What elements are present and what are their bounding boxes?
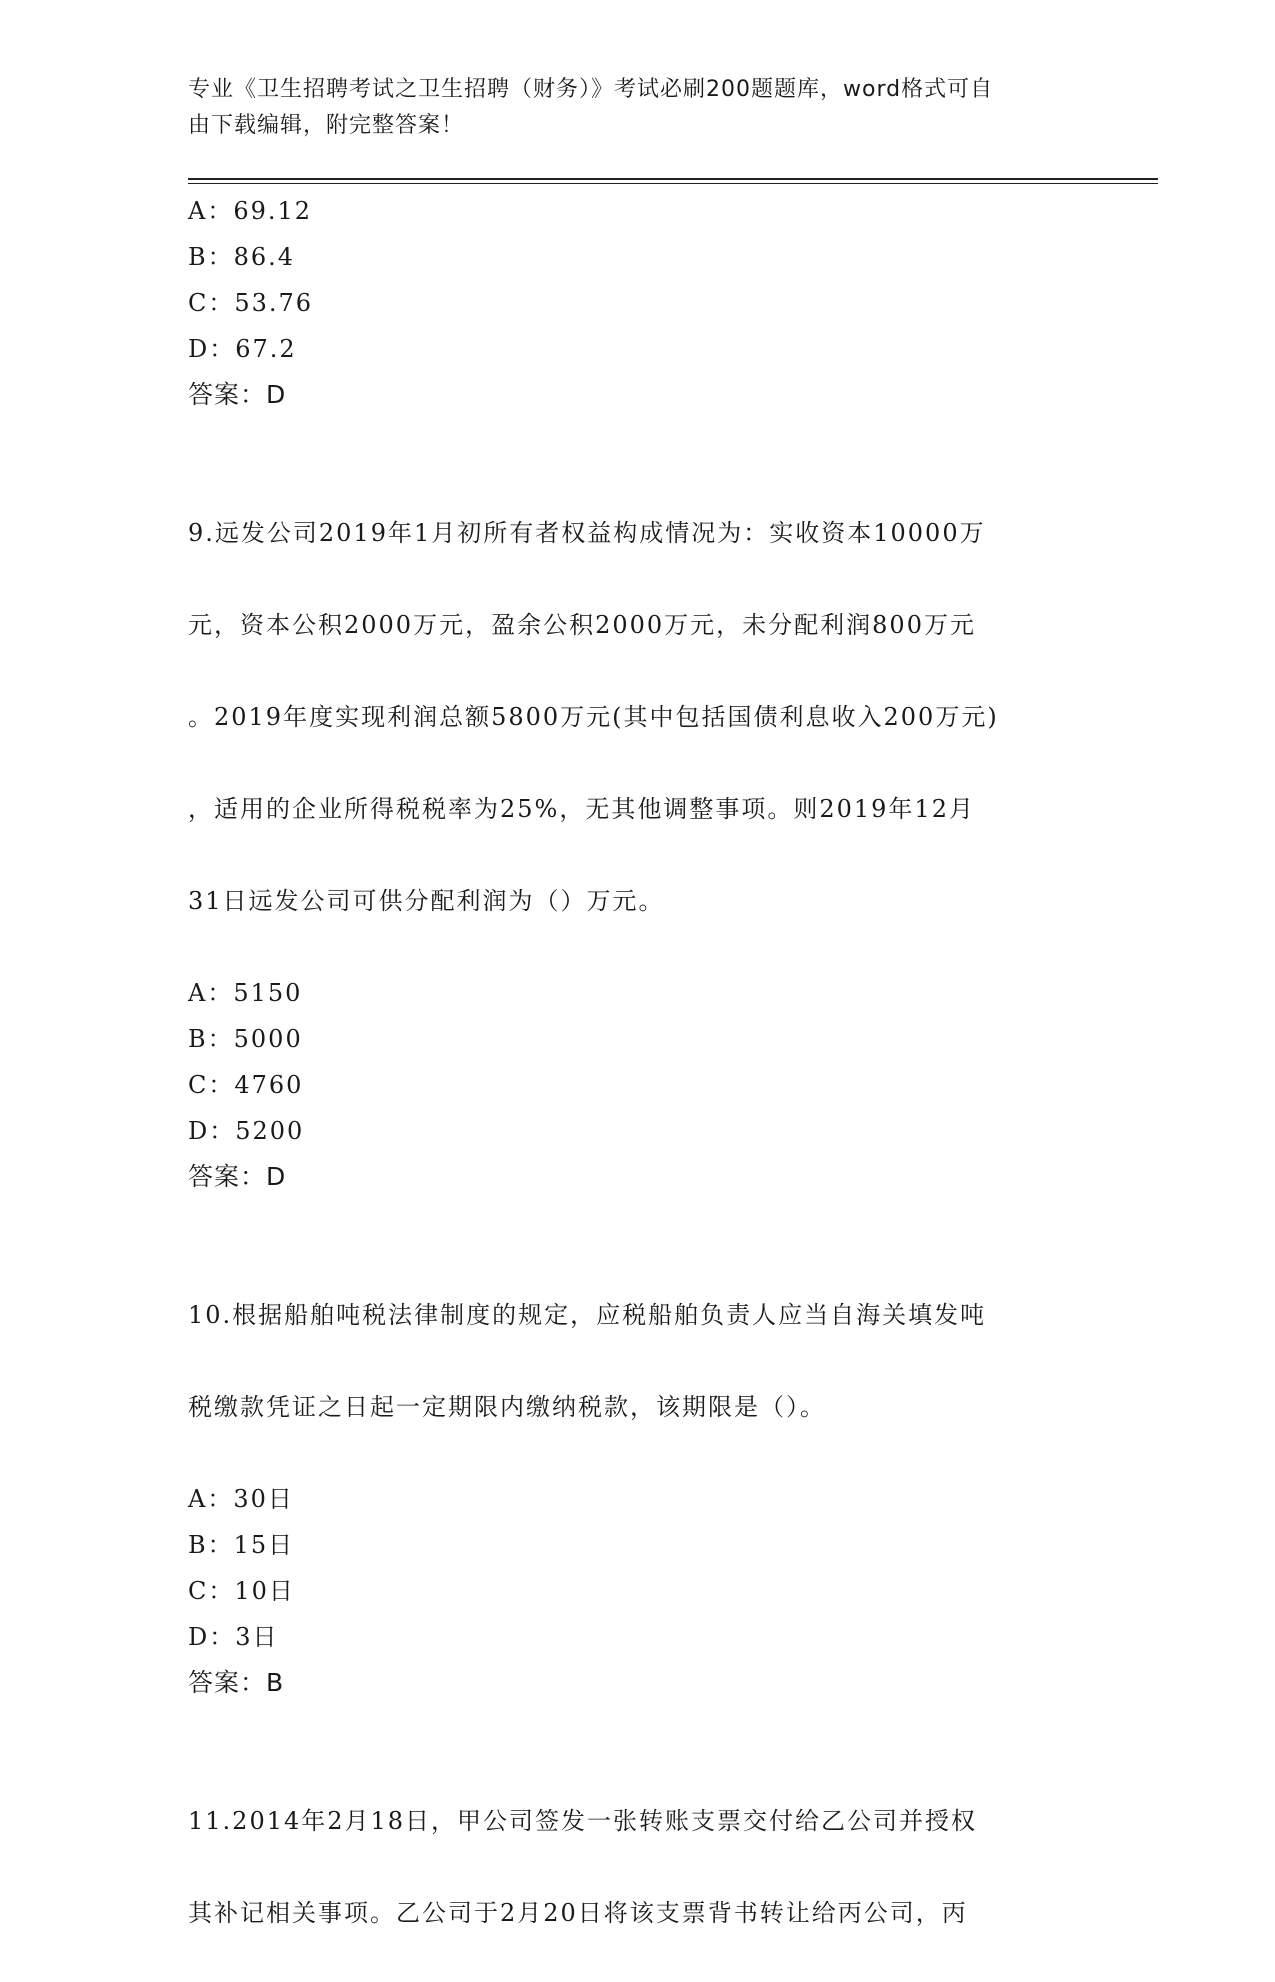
option-a: A：69.12 bbox=[188, 197, 313, 225]
header-divider bbox=[188, 178, 1158, 180]
document-header bbox=[188, 72, 1088, 144]
option-a: A：30日 bbox=[188, 1485, 294, 1513]
option-a: A：5150 bbox=[188, 979, 303, 1007]
header-line-1: 专业《卫生招聘考试之卫生招聘（财务）》考试必刷200题题库，word格式可自 bbox=[188, 77, 994, 102]
header-line-2: 由下载编辑，附完整答案！ bbox=[188, 113, 465, 138]
option-d: D：67.2 bbox=[188, 335, 297, 363]
option-c: C：4760 bbox=[188, 1071, 304, 1099]
question-11-text bbox=[188, 1752, 1088, 1982]
question-11-block bbox=[188, 1752, 1088, 1982]
question-10-text bbox=[188, 1246, 1088, 1476]
question-9-line-1: 9.远发公司2019年1月初所有者权益构成情况为：实收资本10000万 bbox=[188, 519, 986, 547]
option-d: D：3日 bbox=[188, 1623, 279, 1651]
option-b: B：5000 bbox=[188, 1025, 303, 1053]
option-d: D：5200 bbox=[188, 1117, 305, 1145]
question-9-line-5: 31日远发公司可供分配利润为（）万元。 bbox=[188, 887, 665, 915]
answer-line: 答案：D bbox=[188, 380, 287, 409]
option-c: C：53.76 bbox=[188, 289, 314, 317]
question-11-line-1: 11.2014年2月18日，甲公司签发一张转账支票交付给乙公司并授权 bbox=[188, 1807, 978, 1835]
question-9-line-2: 元，资本公积2000万元，盈余公积2000万元，未分配利润800万元 bbox=[188, 611, 976, 639]
question-9-text bbox=[188, 464, 1088, 970]
question-9-block bbox=[188, 464, 1088, 1200]
question-10-line-1: 10.根据船舶吨税法律制度的规定，应税船舶负责人应当自海关填发吨 bbox=[188, 1301, 987, 1329]
header-divider-thin bbox=[188, 183, 1158, 184]
answer-line: 答案：D bbox=[188, 1162, 287, 1191]
question-10-block bbox=[188, 1246, 1088, 1706]
option-b: B：86.4 bbox=[188, 243, 296, 271]
answer-line: 答案：B bbox=[188, 1668, 285, 1697]
prev-question-block bbox=[188, 188, 1088, 418]
question-9-line-4: ，适用的企业所得税税率为25%，无其他调整事项。则2019年12月 bbox=[188, 795, 975, 823]
option-c: C：10日 bbox=[188, 1577, 295, 1605]
question-9-line-3: 。2019年度实现利润总额5800万元(其中包括国债利息收入200万元) bbox=[188, 703, 999, 731]
option-b: B：15日 bbox=[188, 1531, 295, 1559]
question-11-line-2: 其补记相关事项。乙公司于2月20日将该支票背书转让给丙公司，丙 bbox=[188, 1899, 968, 1927]
document-body bbox=[188, 188, 1088, 1982]
question-10-line-2: 税缴款凭证之日起一定期限内缴纳税款，该期限是（）。 bbox=[188, 1393, 826, 1421]
